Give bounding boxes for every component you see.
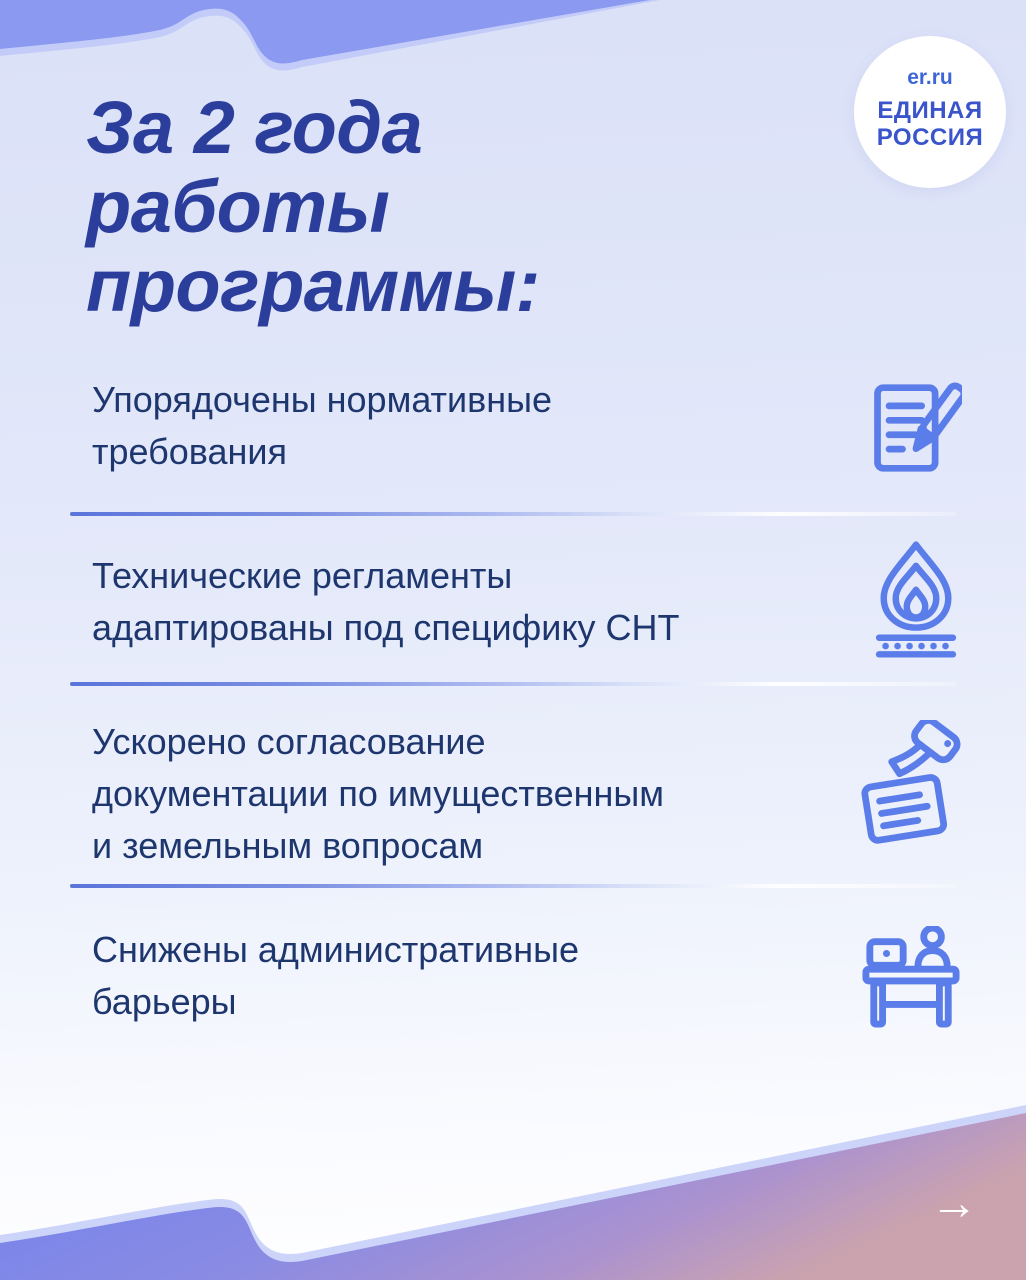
er-logo-name-line1: ЕДИНАЯ bbox=[877, 97, 983, 124]
list-item-2-line1: Технические регламенты bbox=[92, 555, 513, 596]
list-item-4-line1: Снижены административные bbox=[92, 929, 579, 970]
list-item-4 bbox=[92, 924, 792, 1028]
gas-flame-icon bbox=[868, 540, 964, 658]
page-title-line2: работы bbox=[86, 165, 390, 248]
divider bbox=[70, 512, 956, 516]
list-item-3-line3: и земельным вопросам bbox=[92, 825, 484, 866]
list-item-3 bbox=[92, 716, 792, 872]
list-item-2 bbox=[92, 550, 792, 654]
next-arrow-icon[interactable]: → bbox=[930, 1177, 978, 1230]
list-item-1-line2: требования bbox=[92, 431, 287, 472]
list-item-4-line2: барьеры bbox=[92, 981, 237, 1022]
divider bbox=[70, 884, 956, 888]
list-item-3-line2: документации по имущественным bbox=[92, 773, 665, 814]
page-title-line1: За 2 года bbox=[86, 86, 423, 169]
page-title bbox=[86, 88, 540, 325]
er-logo-url: er.ru bbox=[907, 66, 953, 89]
divider bbox=[70, 682, 956, 686]
list-item-2-line2: адаптированы под специфику СНТ bbox=[92, 607, 680, 648]
stamp-document-icon bbox=[858, 720, 964, 848]
er-logo-name-line2: РОССИЯ bbox=[876, 124, 984, 152]
er-logo-badge bbox=[854, 36, 1006, 188]
list-item-1 bbox=[92, 374, 792, 478]
bottom-wave-decoration bbox=[0, 1105, 1026, 1280]
page-title-line3: программы: bbox=[86, 244, 540, 327]
list-item-3-line1: Ускорено согласование bbox=[92, 721, 486, 762]
document-pen-icon bbox=[866, 380, 962, 476]
person-at-desk-icon bbox=[862, 926, 960, 1030]
er-logo-name bbox=[877, 97, 984, 151]
list-item-1-line1: Упорядочены нормативные bbox=[92, 379, 553, 420]
